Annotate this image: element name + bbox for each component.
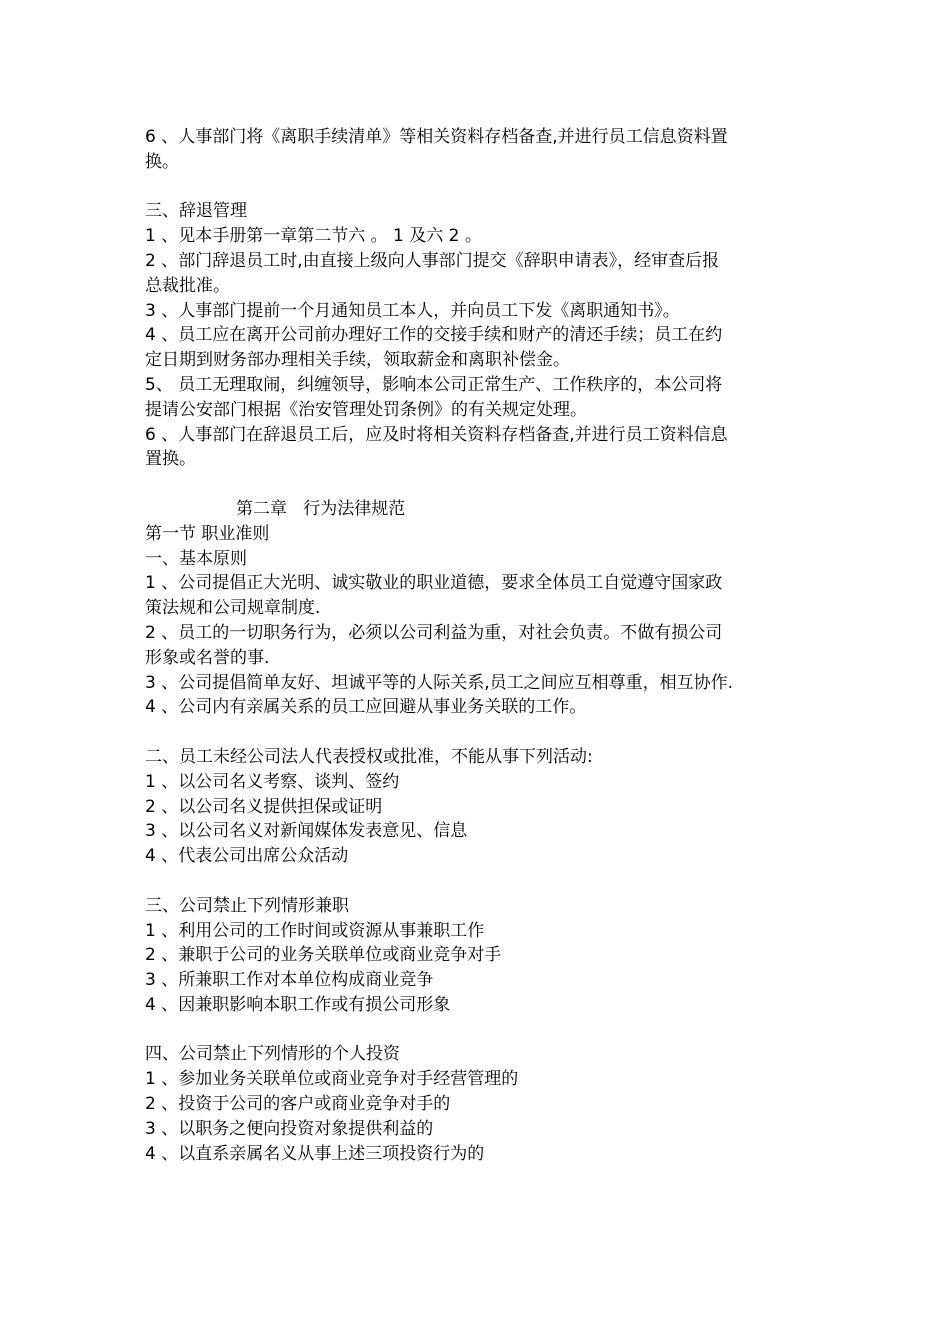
section-heading: 三、公司禁止下列情形兼职: [145, 895, 349, 916]
blank-line: [145, 720, 815, 745]
text-line: 3 、人事部门提前一个月通知员工本人，并向员工下发《离职通知书》。: [145, 300, 680, 321]
text-line: 定日期到财务部办理相关手续，领取薪金和离职补偿金。: [145, 350, 570, 371]
text-line: 2 、员工的一切职务行为，必须以公司利益为重，对社会负责。不做有损公司: [145, 622, 723, 643]
text-line: 4 、代表公司出席公众活动: [145, 846, 349, 867]
text-line: 4 、公司内有亲属关系的员工应回避从事业务关联的工作。: [145, 697, 587, 718]
text-line: 1 、参加业务关联单位或商业竞争对手经营管理的: [145, 1069, 519, 1090]
text-line: 4 、以直系亲属名义从事上述三项投资行为的: [145, 1143, 485, 1164]
text-line: 4 、因兼职影响本职工作或有损公司形象: [145, 994, 451, 1015]
text-line: 5、 员工无理取闹，纠缠领导，影响本公司正常生产、工作秩序的，本公司将: [145, 374, 723, 395]
text-line: 3 、以公司名义对新闻媒体发表意见、信息: [145, 821, 468, 842]
text-line: 3 、公司提倡简单友好、坦诚平等的人际关系,员工之间应互相尊重，相互协作.: [145, 672, 734, 693]
blank-line: [145, 1018, 815, 1043]
section-heading: 第一节 职业准则: [145, 523, 270, 544]
text-line: 1 、公司提倡正大光明、诚实敬业的职业道德，要求全体员工自觉遵守国家政: [145, 573, 723, 594]
document-page: [145, 125, 815, 1166]
text-line: 2 、投资于公司的客户或商业竞争对手的: [145, 1094, 451, 1115]
text-line: 6 、人事部门将《离职手续清单》等相关资料存档备查,并进行员工信息资料置: [145, 127, 728, 147]
text-line: 1 、见本手册第一章第二节六 。 1 及六 2 。: [145, 226, 482, 247]
section-heading: 四、公司禁止下列情形的个人投资: [145, 1044, 400, 1065]
text-line: 形象或名誉的事.: [145, 647, 270, 668]
text-line: 3 、以职务之便向投资对象提供利益的: [145, 1118, 434, 1139]
section-heading: 二、员工未经公司法人代表授权或批准，不能从事下列活动:: [145, 746, 593, 767]
blank-line: [145, 175, 815, 200]
text-line: 3 、所兼职工作对本单位构成商业竞争: [145, 970, 434, 991]
text-line: 2 、部门辞退员工时,由直接上级向人事部门提交《辞职申请表》，经审查后报: [145, 250, 720, 271]
text-line: 2 、兼职于公司的业务关联单位或商业竞争对手: [145, 945, 502, 966]
text-line: 2 、以公司名义提供担保或证明: [145, 796, 383, 817]
text-line: 换。: [145, 151, 179, 172]
text-line: 置换。: [145, 449, 196, 470]
text-line: 总裁批准。: [145, 275, 230, 296]
blank-line: [145, 869, 815, 894]
text-line: 6 、人事部门在辞退员工后，应及时将相关资料存档备查,并进行员工资料信息: [145, 424, 728, 445]
text-line: 4 、员工应在离开公司前办理好工作的交接手续和财产的清还手续；员工在约: [145, 325, 723, 346]
text-line: 1 、以公司名义考察、谈判、签约: [145, 771, 400, 792]
text-line: 提请公安部门根据《治安管理处罚条例》的有关规定处理。: [145, 399, 587, 420]
blank-line: [145, 472, 815, 497]
chapter-title: 第二章 行为法律规范: [236, 498, 406, 519]
text-line: 策法规和公司规章制度.: [145, 598, 321, 619]
text-line: 1 、利用公司的工作时间或资源从事兼职工作: [145, 920, 485, 941]
section-heading: 一、基本原则: [145, 548, 247, 569]
section-heading: 三、辞退管理: [145, 201, 247, 222]
